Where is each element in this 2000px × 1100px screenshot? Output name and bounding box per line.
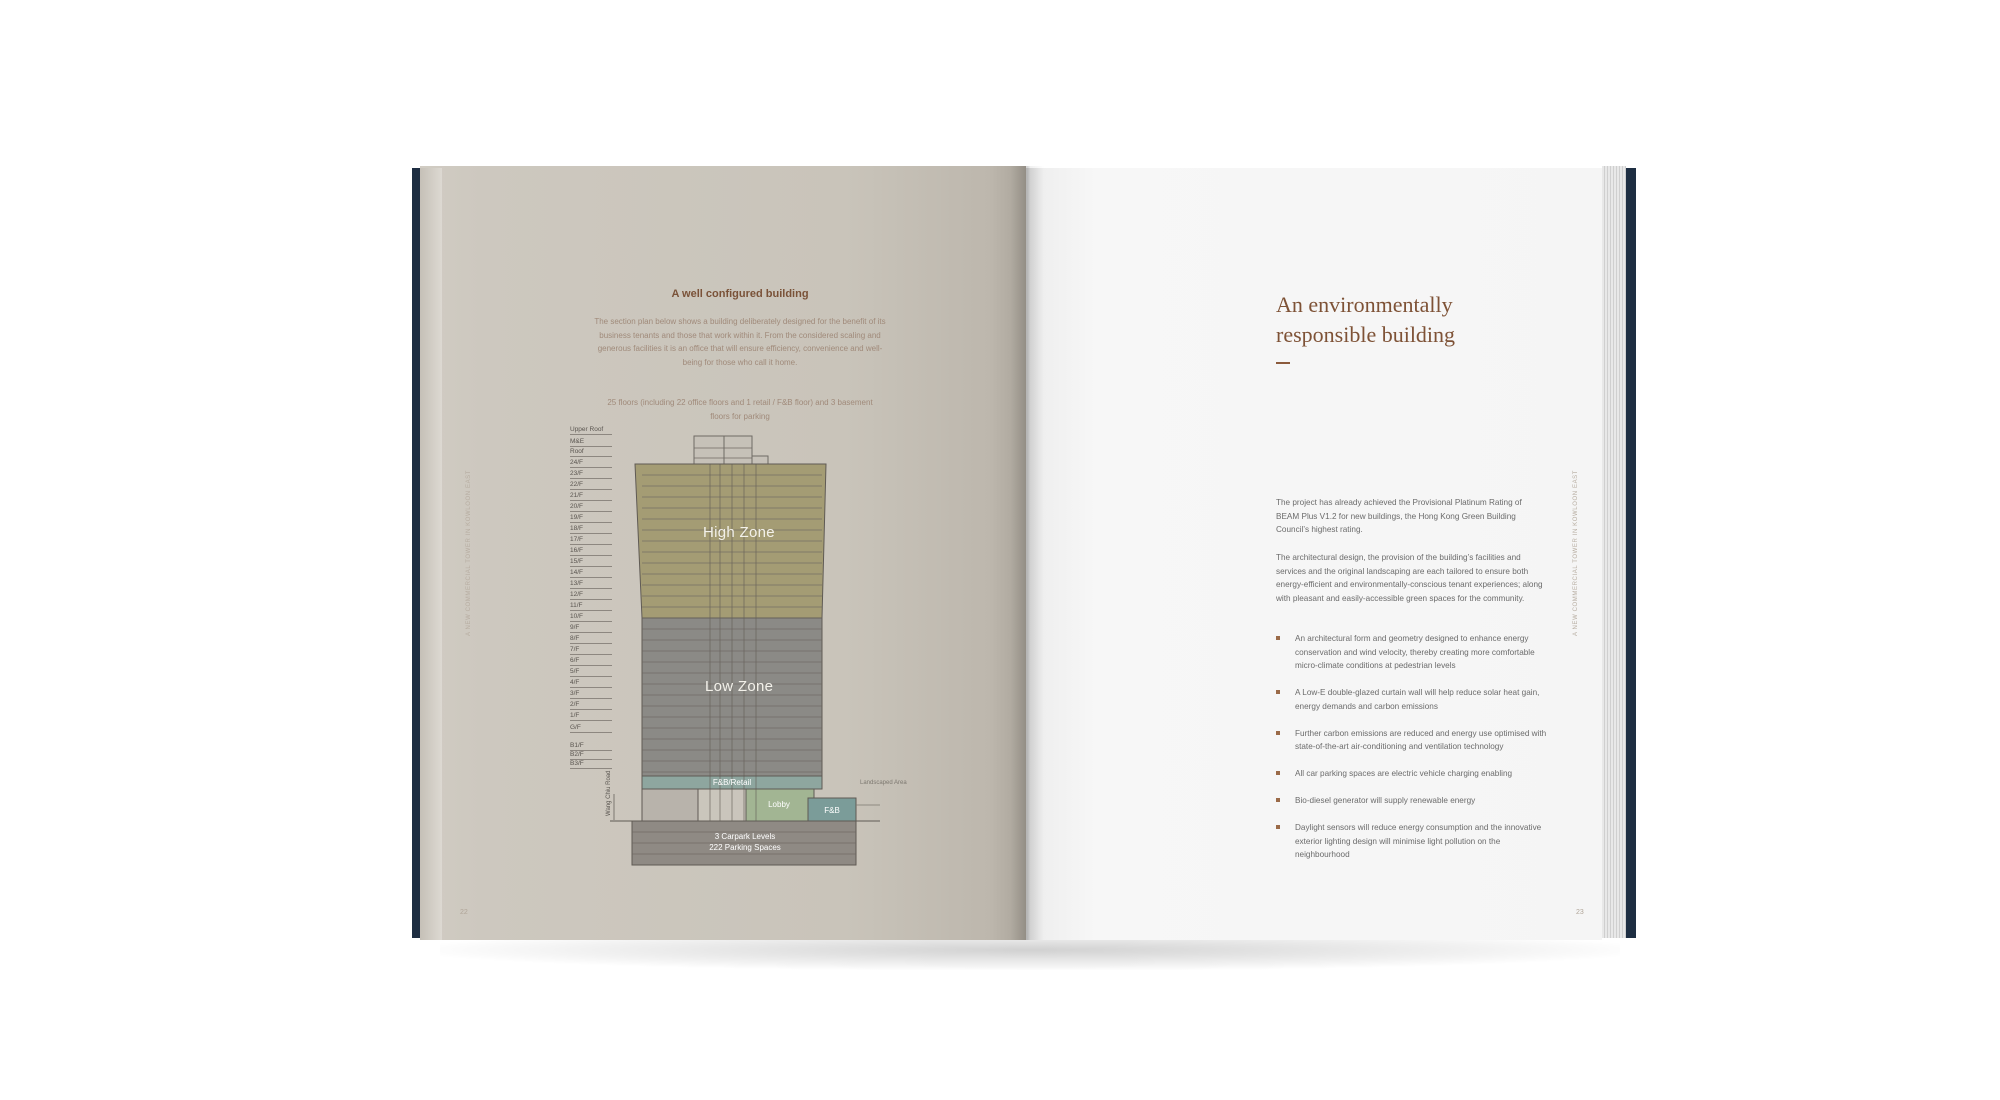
- parking-spaces-text: 222 Parking Spaces: [709, 843, 781, 852]
- floor-label: 15/F: [570, 558, 584, 565]
- floor-label: 14/F: [570, 569, 584, 576]
- feature-text: An architectural form and geometry designed to enhance energy conservation and wind velocity, thereby creating more comfortable micro-climate conditions at pedestrian levels: [1295, 634, 1535, 670]
- floor-label: 2/F: [570, 701, 580, 708]
- floor-label: 21/F: [570, 492, 584, 499]
- floor-label: 5/F: [570, 668, 580, 675]
- heading-dash: [1276, 362, 1290, 364]
- floor-label: 8/F: [570, 635, 580, 642]
- floor-label: 24/F: [570, 459, 584, 466]
- feature-text: All car parking spaces are electric vehicle charging enabling: [1295, 769, 1513, 778]
- low-zone-label: Low Zone: [705, 678, 774, 695]
- floor-label: B3/F: [570, 760, 584, 767]
- feature-item: [1276, 686, 1548, 713]
- floor-label: 11/F: [570, 602, 583, 609]
- floor-label: 19/F: [570, 514, 584, 521]
- bullet-square-icon: [1276, 798, 1280, 802]
- fb-label: F&B: [824, 806, 840, 815]
- fb-retail-label: F&B/Retail: [712, 778, 752, 787]
- intro-paragraph-1: The project has already achieved the Provisional Platinum Rating of BEAM Plus V1.2 for new buildings, the Hong Kong Green Building Council’s highest rating.: [1276, 498, 1522, 534]
- building-section-diagram: [560, 428, 960, 878]
- bullet-square-icon: [1276, 771, 1280, 775]
- landscaped-area-label: Landscaped Area: [860, 780, 907, 786]
- high-zone-label: High Zone: [703, 524, 775, 541]
- feature-text: A Low-E double-glazed curtain wall will help reduce solar heat gain, energy demands and carbon emissions: [1295, 688, 1540, 711]
- floor-label: 16/F: [570, 547, 584, 554]
- floor-label: 3/F: [570, 690, 580, 697]
- feature-item: [1276, 632, 1548, 673]
- intro-paragraph-2: The architectural design, the provision of the building’s facilities and services and the original landscaping are each tailored to ensure both energy-efficient and environmentally-conscious tenant experiences; along with pleasant and easily-accessible green spaces for the community.: [1276, 553, 1543, 603]
- floor-label: 13/F: [570, 580, 584, 587]
- floor-label: 1/F: [570, 712, 580, 719]
- heading-line-2: responsible building: [1276, 322, 1456, 347]
- floor-label: 22/F: [570, 481, 584, 488]
- ground-floor-frontage: [642, 789, 698, 821]
- floor-label: G/F: [570, 724, 581, 731]
- floor-label: 18/F: [570, 525, 584, 532]
- floor-label: 20/F: [570, 503, 584, 510]
- bullet-square-icon: [1276, 731, 1280, 735]
- bullet-square-icon: [1276, 690, 1280, 694]
- floor-label: B2/F: [570, 751, 584, 758]
- left-page-intro: The section plan below shows a building deliberately designed for the benefit of its business tenants and those that work within it. From the considered scaling and generous facilities it is an office that will ensure efficiency, convenience and well-being for those who call it home.: [594, 317, 886, 367]
- floor-label: Roof: [570, 448, 584, 455]
- feature-text: Further carbon emissions are reduced and energy use optimised with state-of-the-art air-conditioning and ventilation technology: [1295, 728, 1547, 751]
- book-gutter: [1010, 166, 1044, 940]
- floor-label: 9/F: [570, 624, 580, 631]
- left-page-edge: [420, 168, 442, 940]
- feature-item: [1276, 767, 1548, 781]
- page-stack-edge: [1602, 166, 1626, 938]
- feature-text: Bio-diesel generator will supply renewable energy: [1295, 796, 1476, 805]
- floor-label: 10/F: [570, 613, 584, 620]
- floor-label: 6/F: [570, 657, 580, 664]
- left-page-number: 22: [460, 909, 468, 916]
- heading-line-1: An environmentally: [1276, 292, 1453, 317]
- feature-item: [1276, 727, 1548, 754]
- feature-item: [1276, 821, 1548, 862]
- carpark-levels-text: 3 Carpark Levels: [714, 832, 776, 841]
- bullet-square-icon: [1276, 825, 1280, 829]
- floors-note: 25 floors (including 22 office floors and 1 retail / F&B floor) and 3 basement floors for parking: [607, 398, 873, 421]
- floor-label: 23/F: [570, 470, 584, 477]
- roof-structure-right: [724, 436, 752, 466]
- floor-label: Upper Roof: [570, 426, 604, 433]
- floor-label: 7/F: [570, 646, 580, 653]
- floor-label: B1/F: [570, 742, 584, 749]
- building-section-svg: [560, 428, 960, 878]
- floor-label: 12/F: [570, 591, 584, 598]
- bullet-square-icon: [1276, 636, 1280, 640]
- road-label: Wang Chiu Road: [606, 770, 612, 816]
- floor-label: 4/F: [570, 679, 580, 686]
- right-page-heading: [1276, 290, 1536, 350]
- floor-label: 17/F: [570, 536, 584, 543]
- features-list: [1276, 632, 1548, 875]
- feature-text: Daylight sensors will reduce energy consumption and the innovative exterior lighting design will minimise light pollution on the neighbourhood: [1295, 823, 1542, 859]
- left-side-running-title: A NEW COMMERCIAL TOWER IN KOWLOON EAST: [466, 469, 472, 636]
- right-side-running-title: A NEW COMMERCIAL TOWER IN KOWLOON EAST: [1573, 469, 1579, 636]
- carpark-label: [680, 831, 810, 853]
- feature-item: [1276, 794, 1548, 808]
- floor-label: M&E: [570, 438, 585, 445]
- left-page-title: A well configured building: [671, 288, 809, 300]
- lobby-label: Lobby: [768, 800, 790, 809]
- right-page-number: 23: [1576, 909, 1584, 916]
